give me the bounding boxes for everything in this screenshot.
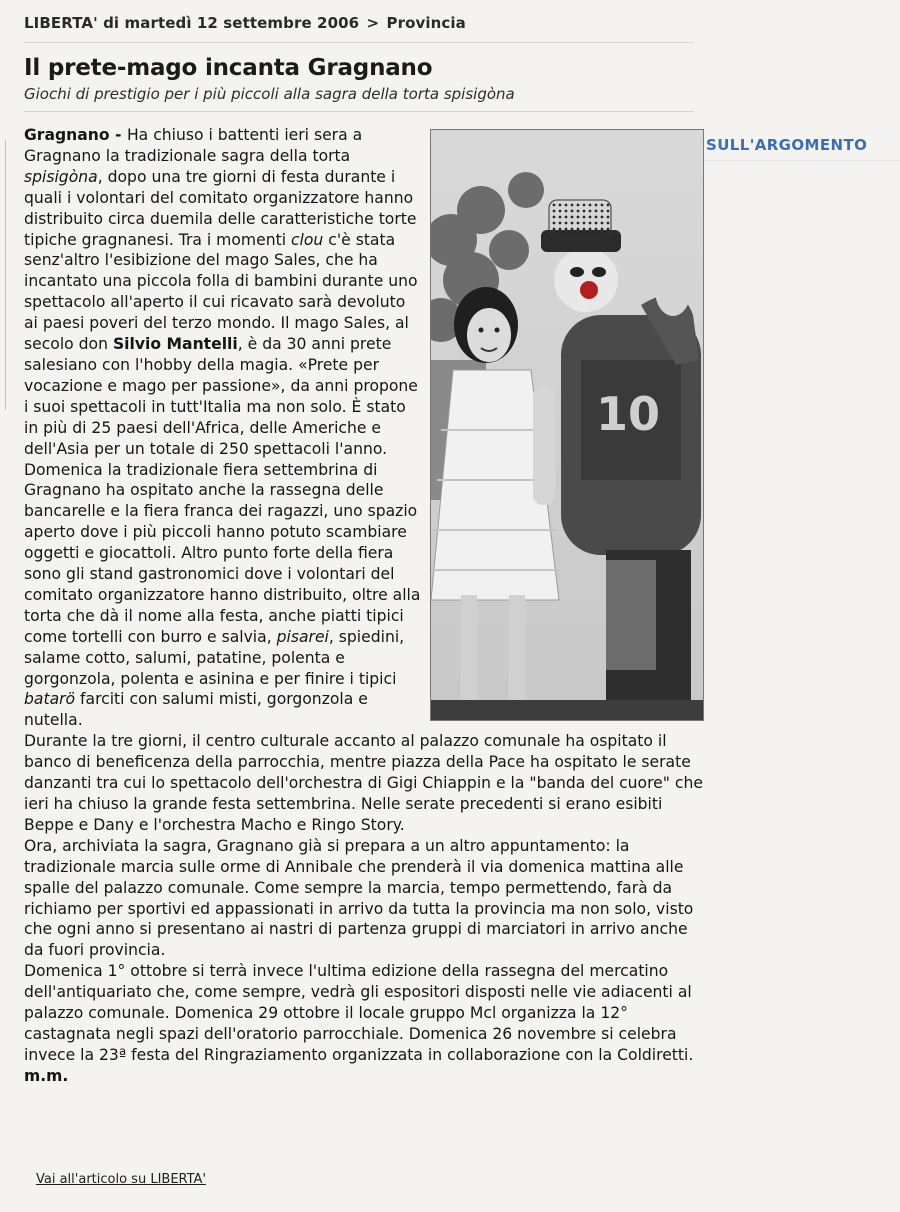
shirt-print: 10 [596, 387, 661, 441]
text-run: , è da 30 anni prete salesiano con l'hobby della magia. «Prete per vocazione e mago per passione», da anni propone i suoi spettacoli in tutt'Italia ma non solo. È stato in più di 25 paesi dell'Africa, delle Americhe e dell'Asia per un totale di 250 spettacoli l'anno. [24, 335, 418, 458]
article-body [24, 125, 704, 1087]
article-subtitle: Giochi di prestigio per i più piccoli alla sagra della torta spisigòna [24, 85, 515, 103]
title-divider [24, 111, 694, 112]
article-title: Il prete-mago incanta Gragnano [24, 55, 433, 81]
paragraph-3: Durante la tre giorni, il centro culturale accanto al palazzo comunale ha ospitato il banco di beneficenza della parrocchia, mentre piazza della Pace ha ospitato le serate danzanti tra cui lo spettacolo dell'orchestra di Gigi Chiappin e la "banda del cuore" che ieri ha chiuso la grande festa settembrina. Nelle serate precedenti si erano esibiti Beppe e Dany e l'orchestra Macho e Ringo Story. [24, 732, 703, 834]
text-run: Domenica la tradizionale fiera settembrina di Gragnano ha ospitato anche la rassegna delle bancarelle e la fiera franca dei ragazzi, uno spazio aperto dove i più piccoli hanno potuto scambiare oggetti e giocattoli. Altro punto forte della fiera sono gli stand gastronomici dove i volontari del comitato organizzatore hanno distribuito, oltre alla torta che dà il nome alla festa, anche piatti tipici come tortelli con burro e salvia, [24, 460, 421, 646]
breadcrumb-section-link[interactable]: Provincia [386, 14, 466, 32]
dateline: Gragnano - [24, 126, 127, 144]
text-run-italic: spisigòna [24, 167, 98, 186]
text-run-italic: pisarei [276, 627, 329, 646]
breadcrumb [24, 14, 466, 32]
article-photo [430, 129, 704, 721]
text-run: c'è stata senz'altro l'esibizione del mago Sales, che ha incantato una piccola folla di bambini durante uno spettacolo all'aperto il cui ricavato sarà devoluto ai paesi poveri del terzo mondo. Il mago Sales, al secolo don [24, 230, 418, 354]
read-on-liberta-link[interactable]: Vai all'articolo su LIBERTA' [36, 1172, 207, 1187]
paragraph-4: Ora, archiviata la sagra, Gragnano già si prepara a un altro appuntamento: la tradizionale marcia sulle orme di Annibale che prenderà il via domenica mattina alle spalle del palazzo comunale. Come sempre la marcia, tempo permettendo, farà da richiamo per sportivi ed appassionati in arrivo da tutta la provincia ma non solo, visto che ogni anno si presentano ai nastri di partenza gruppi di marciatori in arrivo anche da fuori provincia. [24, 836, 694, 960]
breadcrumb-separator: > [366, 14, 380, 32]
related-articles-heading[interactable]: SULL'ARGOMENTO [706, 136, 868, 154]
magician-and-girl-photo [431, 130, 703, 720]
breadcrumb-date: di martedì 12 settembre 2006 [97, 14, 365, 32]
text-run: Ha chiuso i battenti ieri sera a Gragnano la tradizionale sagra della torta [24, 126, 363, 165]
text-run: farciti con salumi misti, gorgonzola e nutella. [24, 690, 368, 730]
person-name: Silvio Mantelli [112, 335, 238, 354]
sidebar-divider [700, 160, 900, 161]
author-initials: m.m. [24, 1066, 69, 1085]
text-run: , spiedini, salame cotto, salumi, patatine, polenta e gorgonzola, polenta e asinina e per finire i tipici [24, 627, 405, 688]
text-run-italic: batarö [24, 690, 76, 709]
text-run-italic: clou [290, 230, 324, 249]
header-divider [24, 42, 694, 43]
breadcrumb-paper-link[interactable]: LIBERTA' [24, 14, 98, 32]
paragraph-5: Domenica 1° ottobre si terrà invece l'ultima edizione della rassegna del mercatino dell'antiquariato che, come sempre, vedrà gli espositori disposti nelle vie adiacenti al palazzo comunale. Domenica 29 ottobre il locale gruppo Mcl organizza la 12° castagnata negli spazi dell'oratorio parrocchiale. Domenica 26 novembre si celebra invece la 23ª festa del Ringraziamento organizzata in collaborazione con la Coldiretti. [24, 962, 694, 1064]
margin-rule [5, 140, 6, 410]
text-run: , dopo una tre giorni di festa durante i quali i volontari del comitato organizzatore hanno distribuito circa duemila delle caratteristiche torte tipiche gragnanesi. Tra i momenti [24, 167, 417, 249]
